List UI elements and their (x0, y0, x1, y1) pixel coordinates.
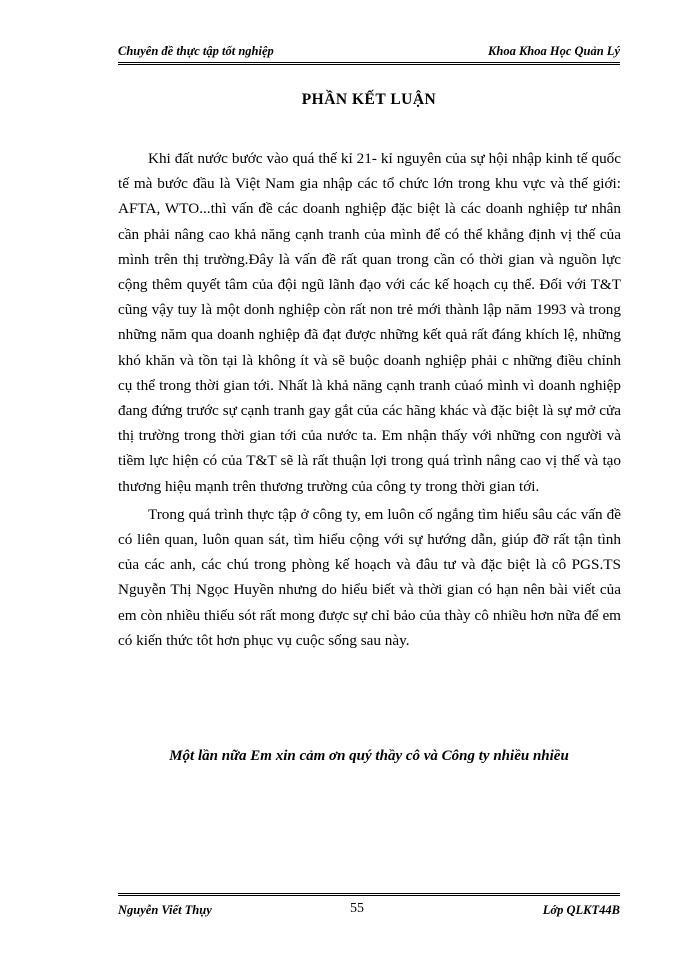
header-course-title: Chuyên đề thực tập tốt nghiệp (118, 44, 274, 58)
paragraph-1: Khi đất nước bước vào quá thế kỉ 21- kỉ nguyên của sự hội nhập kinh tế quốc tế mà bước đầu là Việt Nam gia nhập các tổ chức lớn trong khu vực và thế giới: AFTA, WTO...thì vấn đề các doanh nghiệp đặc biệt là các doanh nghiệp tư nhân cần phải nâng cao khả năng cạnh tranh của mình để có thể khẳng định vị thế của mình trên thị trường.Đây là vấn đề rất quan trong cần có thời gian và nguồn lực cộng thêm quyết tâm của đội ngũ lãnh đạo với các kế hoạch cụ thể. Đối với T&T cũng vậy tuy là một donh nghiệp còn rất non trẻ mới thành lập năm 1993 và trong những năm qua doanh nghiệp đã đạt được những kết quả rất đáng khích lệ, những khó khăn và tồn tại là không ít và sẽ buộc doanh nghiệp phải c những điều chỉnh cụ thể trong thời gian tới. Nhất là khả năng cạnh tranh củaó mình vì doanh nghiệp đang đứng trước sự cạnh tranh gay gắt của các hãng khác và đặc biệt là sự mở cửa thị trường trong thời gian tới của nước ta. Em nhận thấy với những con người và tiềm lực hiện có của T&T sẽ là rất thuận lợi trong quá trình nâng cao vị thế và tạo thương hiệu mạnh trên thương trường của công ty trong thời gian tới. (118, 150, 621, 495)
page-footer (118, 893, 620, 918)
closing-thanks: Một lần nữa Em xin cảm ơn quý thầy cô và Công ty nhiều nhiều (169, 748, 569, 764)
page-number: 55 (350, 901, 364, 916)
footer-author: Nguyễn Viết Thụy (118, 903, 212, 917)
page-header (118, 42, 620, 65)
header-faculty: Khoa Khoa Học Quản Lý (488, 44, 620, 58)
paragraph-2: Trong quá trình thực tập ở công ty, em luôn cố ngắng tìm hiểu sâu các vấn đề có liên quan, luôn quan sát, tìm hiểu cộng với sự hướng dẫn, giúp đỡ rất tận tình của các anh, các chú trong phòng kế hoạch và đâu tư và đặc biệt là cô PGS.TS Nguyễn Thị Ngọc Huyền nhưng do hiểu biết và thời gian có hạn nên bài viết của em còn nhiều thiếu sót rất mong được sự chỉ bảo của thày cô nhiều hơn nữa để em có kiến thức tôt hơn phục vụ cuộc sống sau này. (118, 505, 621, 649)
conclusion-body (118, 146, 621, 656)
footer-class: Lớp QLKT44B (542, 903, 620, 917)
section-title: PHẦN KẾT LUẬN (301, 91, 437, 108)
